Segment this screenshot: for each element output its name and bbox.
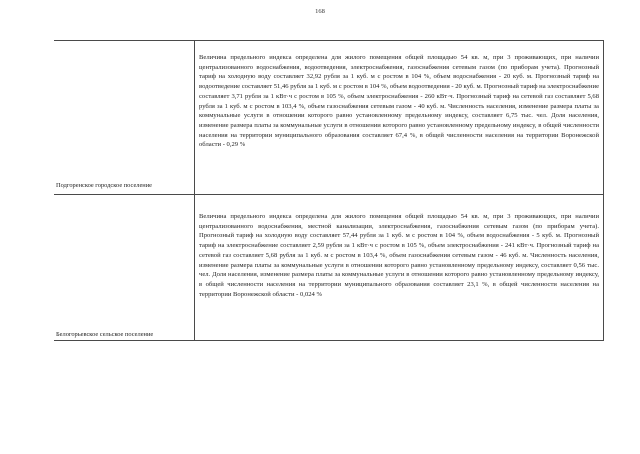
index-table	[54, 40, 604, 341]
row-2-settlement: Белогорьевское сельское поселение	[56, 331, 154, 338]
row-1-settlement: Подгоренское городское поселение	[56, 182, 152, 189]
row-2-description: Величина предельного индекса определена для жилого помещения общей площадью 54 кв. м, при 3 проживающих, при наличии централизованного водоснабжения, местной канализации, электроснабжения, газоснабжения сетевым газом (по приборам учета). Прогнозный тариф на холодную воду составляет 57,44 рубля за 1 куб. м с ростом в 104 %, объем водоснабжения - 5 куб. м. Прогнозный тариф на электроснабжение составляет 2,59 рубля за 1 кВт·ч с ростом в 105 %, объем электроснабжения - 241 кВт·ч. Прогнозный тариф на сетевой газ составляет 5,68 рубля за 1 куб. м с ростом в 103,4 %, объем газоснабжения сетевым газом - 46 куб. м. Численность населения, изменение размера платы за коммунальные услуги в отношении которого равно установленному предельному индексу, составляет 0,56 тыс. чел. Доля населения, изменение размера платы за коммунальные услуги в отношении которого равно установленному предельному индексу, в общей численности населения на территории муниципального образования составляет 23,1 %, в общей численности населения на территории Воронежской области - 0,024 %	[199, 213, 599, 298]
row-divider	[54, 194, 603, 195]
column-divider	[194, 41, 195, 340]
row-1-description: Величина предельного индекса определена для жилого помещения общей площадью 54 кв. м, при 3 проживающих, при наличии централизованного водоснабжения, водоотведения, электроснабжения, газоснабжения сетевым газом (по приборам учета). Прогнозный тариф на холодную воду составляет 32,92 рубля за 1 куб. м с ростом в 104 %, объем водоснабжения - 20 куб. м. Прогнозный тариф на водоотведение составляет 51,46 рубля за 1 куб. м с ростом в 104 %, объем водоотведения - 20 куб. м. Прогнозный тариф на электроснабжение составляет 3,71 рубля за 1 кВт·ч с ростом в 105 %, объем электроснабжения - 260 кВт·ч. Прогнозный тариф на сетевой газ составляет 5,68 рубля за 1 куб. м с ростом в 103,4 %, объем газоснабжения сетевым газом - 40 куб. м. Численность населения, изменение размера платы за коммунальные услуги в отношении которого равно установленному предельному индексу, составляет 6,75 тыс. чел. Доля населения, изменение размера платы за коммунальные услуги в отношении которого равно установленному предельному индексу, в общей численности населения на территории муниципального образования составляет 67,4 %, в общей численности населения на территории Воронежской области - 0,29 %	[199, 54, 599, 149]
page-number: 168	[315, 8, 325, 15]
